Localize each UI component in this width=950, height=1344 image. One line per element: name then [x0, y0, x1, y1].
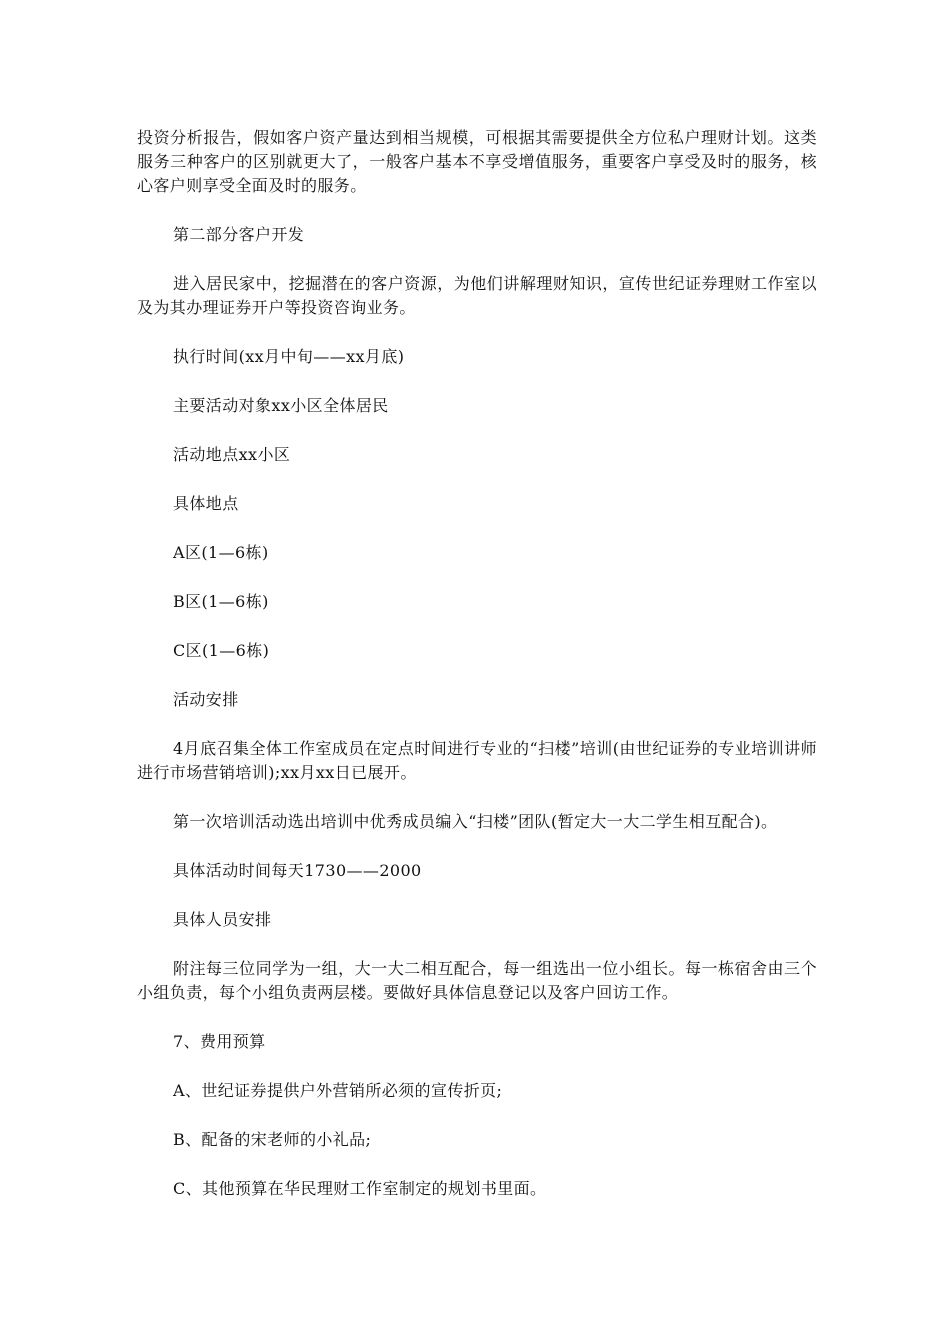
paragraph-training: 4月底召集全体工作室成员在定点时间进行专业的“扫楼”培训(由世纪证券的专业培训讲师进行市场营销培训);xx月xx日已展开。	[137, 739, 817, 782]
paragraph-target-audience: 主要活动对象xx小区全体居民	[173, 396, 389, 415]
paragraph-group-note: 附注每三位同学为一组，大一大二相互配合，每一组选出一位小组长。每一栋宿舍由三个小组负责，每个小组负责两层楼。要做好具体信息登记以及客户回访工作。	[137, 959, 817, 1002]
paragraph-zone-c: C区(1—6栋)	[173, 641, 270, 660]
paragraph-activity-arrangement: 活动安排	[173, 690, 239, 709]
paragraph-specific-location: 具体地点	[173, 494, 239, 513]
paragraph-team-selection: 第一次培训活动选出培训中优秀成员编入“扫楼”团队(暂定大一大二学生相互配合)。	[173, 812, 778, 831]
paragraph-activity-location: 活动地点xx小区	[173, 445, 291, 464]
paragraph-zone-b: B区(1—6栋)	[173, 592, 269, 611]
paragraph-daily-schedule: 具体活动时间每天1730——2000	[173, 861, 422, 880]
paragraph-budget-heading: 7、费用预算	[173, 1032, 266, 1051]
document-body	[137, 126, 817, 1226]
paragraph-household-visits: 进入居民家中，挖掘潜在的客户资源，为他们讲解理财知识，宣传世纪证券理财工作室以及为其办理证券开户等投资咨询业务。	[137, 274, 817, 317]
paragraph-zone-a: A区(1—6栋)	[173, 543, 269, 562]
paragraph-budget-a: A、世纪证券提供户外营销所必须的宣传折页;	[173, 1081, 503, 1100]
paragraph-intro-continuation: 投资分析报告，假如客户资产量达到相当规模，可根据其需要提供全方位私户理财计划。这类服务三种客户的区别就更大了，一般客户基本不享受增值服务，重要客户享受及时的服务，核心客户则享受全面及时的服务。	[137, 128, 817, 195]
section-heading-customer-development: 第二部分客户开发	[173, 225, 305, 244]
paragraph-execution-time: 执行时间(xx月中旬——xx月底)	[173, 347, 405, 366]
paragraph-budget-b: B、配备的宋老师的小礼品;	[173, 1130, 372, 1149]
paragraph-staffing: 具体人员安排	[173, 910, 272, 929]
paragraph-budget-c: C、其他预算在华民理财工作室制定的规划书里面。	[173, 1179, 547, 1198]
